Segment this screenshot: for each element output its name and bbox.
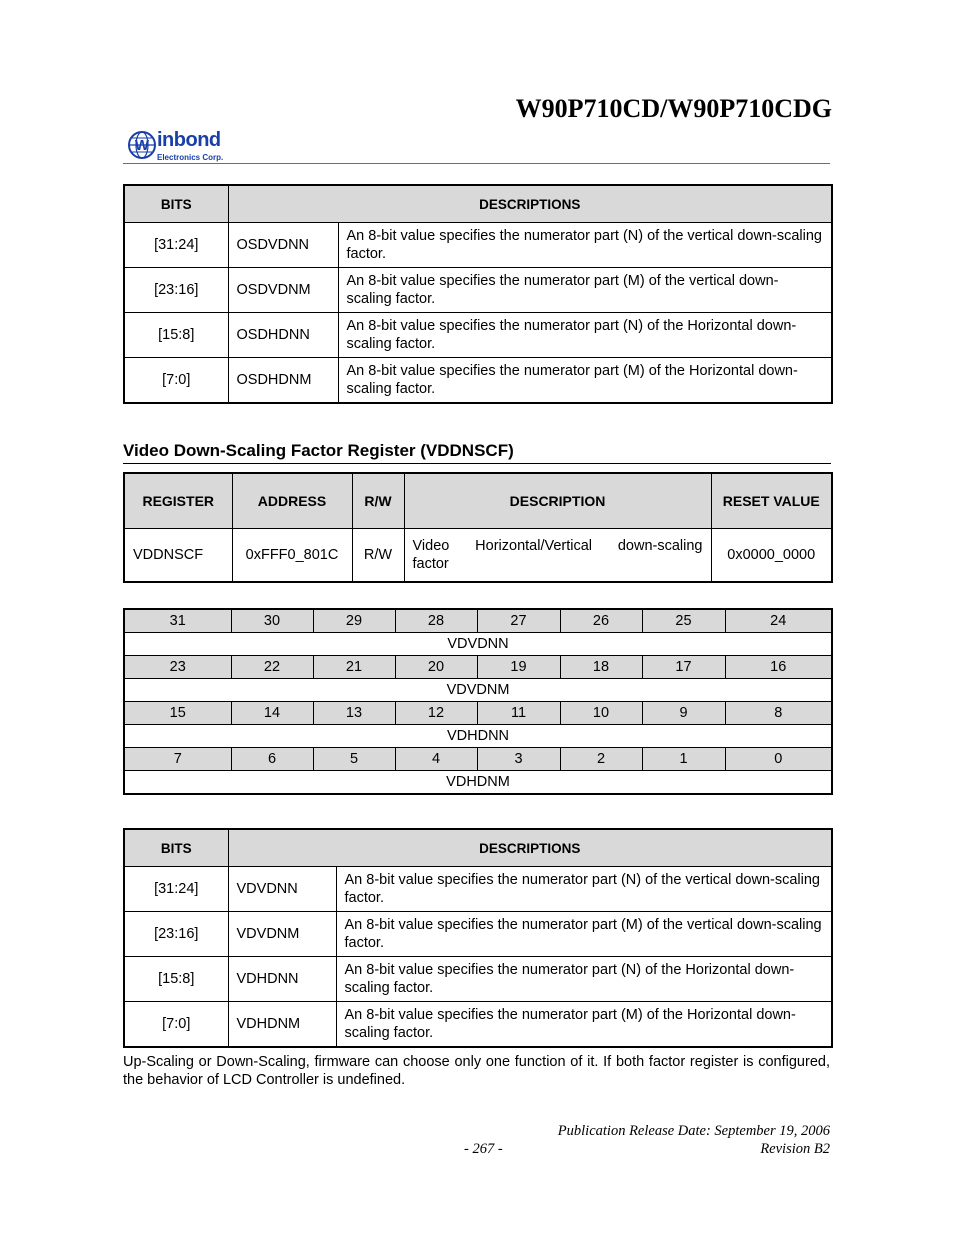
bit-number: 26 bbox=[560, 609, 642, 633]
bit-number: 20 bbox=[395, 656, 477, 679]
register-header: REGISTER bbox=[124, 473, 232, 529]
publication-date: Publication Release Date: September 19, 2006 bbox=[557, 1123, 830, 1139]
bit-number: 9 bbox=[642, 702, 725, 725]
description-line: Video Horizontal/Vertical down-scaling bbox=[412, 538, 703, 554]
bit-number: 23 bbox=[124, 656, 231, 679]
table-row bbox=[124, 957, 832, 1002]
field-name: VDVDNN bbox=[124, 633, 832, 656]
note-paragraph: Up-Scaling or Down-Scaling, firmware can choose only one function of it. If both factor register is configured, the behavior of LCD Controller is undefined. bbox=[123, 1054, 830, 1088]
field-name-cell: OSDHDNN bbox=[228, 313, 338, 358]
address-header: ADDRESS bbox=[232, 473, 352, 529]
table-row bbox=[124, 1002, 832, 1048]
video-bits-table bbox=[123, 828, 833, 1048]
bit-number-row bbox=[124, 748, 832, 771]
document-title: W90P710CD/W90P710CDG bbox=[515, 94, 832, 123]
bit-number: 31 bbox=[124, 609, 231, 633]
description-cell: An 8-bit value specifies the numerator part (M) of the vertical down-scaling factor. bbox=[336, 912, 832, 957]
description-cell: An 8-bit value specifies the numerator part (M) of the Horizontal down-scaling factor. bbox=[338, 358, 832, 404]
description-cell: An 8-bit value specifies the numerator part (N) of the Horizontal down-scaling factor. bbox=[336, 957, 832, 1002]
field-name-cell: VDHDNM bbox=[228, 1002, 336, 1048]
bit-number: 30 bbox=[231, 609, 313, 633]
address-cell: 0xFFF0_801C bbox=[232, 529, 352, 583]
bits-cell: [31:24] bbox=[124, 223, 228, 268]
bit-number: 6 bbox=[231, 748, 313, 771]
bits-header: BITS bbox=[124, 829, 228, 867]
description-line: factor bbox=[412, 556, 449, 572]
field-name-cell: OSDHDNM bbox=[228, 358, 338, 404]
bit-number: 16 bbox=[725, 656, 832, 679]
bit-number: 24 bbox=[725, 609, 832, 633]
field-row bbox=[124, 725, 832, 748]
bit-number: 17 bbox=[642, 656, 725, 679]
rw-cell: R/W bbox=[352, 529, 404, 583]
bit-number: 5 bbox=[313, 748, 395, 771]
bitmap-table bbox=[123, 608, 833, 795]
section-title: Video Down-Scaling Factor Register (VDDNSCF) bbox=[123, 441, 514, 460]
table-row bbox=[124, 912, 832, 957]
bit-number-row bbox=[124, 656, 832, 679]
bit-number: 11 bbox=[477, 702, 560, 725]
bit-number: 8 bbox=[725, 702, 832, 725]
bit-number: 2 bbox=[560, 748, 642, 771]
winbond-logo bbox=[127, 125, 257, 165]
bit-number: 1 bbox=[642, 748, 725, 771]
revision: Revision B2 bbox=[760, 1141, 830, 1157]
bits-cell: [7:0] bbox=[124, 1002, 228, 1048]
table-row bbox=[124, 313, 832, 358]
reset-value-cell: 0x0000_0000 bbox=[711, 529, 832, 583]
bits-cell: [31:24] bbox=[124, 867, 228, 912]
table-row bbox=[124, 358, 832, 404]
bit-number: 25 bbox=[642, 609, 725, 633]
bit-number: 14 bbox=[231, 702, 313, 725]
field-row bbox=[124, 679, 832, 702]
field-name-cell: VDHDNN bbox=[228, 957, 336, 1002]
bit-number: 13 bbox=[313, 702, 395, 725]
globe-icon bbox=[127, 125, 157, 165]
description-cell: An 8-bit value specifies the numerator part (N) of the vertical down-scaling factor. bbox=[338, 223, 832, 268]
descriptions-header: DESCRIPTIONS bbox=[228, 185, 832, 223]
field-name-cell: VDVDNM bbox=[228, 912, 336, 957]
field-name: VDHDNN bbox=[124, 725, 832, 748]
bits-cell: [23:16] bbox=[124, 268, 228, 313]
bits-cell: [15:8] bbox=[124, 957, 228, 1002]
field-name: VDHDNM bbox=[124, 771, 832, 795]
header-rule bbox=[123, 163, 830, 164]
bits-cell: [23:16] bbox=[124, 912, 228, 957]
bit-number: 19 bbox=[477, 656, 560, 679]
section-rule bbox=[123, 463, 831, 464]
description-cell bbox=[404, 529, 711, 583]
bit-number: 12 bbox=[395, 702, 477, 725]
rw-header: R/W bbox=[352, 473, 404, 529]
description-cell: An 8-bit value specifies the numerator part (M) of the vertical down-scaling factor. bbox=[338, 268, 832, 313]
descriptions-header: DESCRIPTIONS bbox=[228, 829, 832, 867]
bit-number: 29 bbox=[313, 609, 395, 633]
bit-number: 0 bbox=[725, 748, 832, 771]
bit-number: 4 bbox=[395, 748, 477, 771]
bit-number: 22 bbox=[231, 656, 313, 679]
description-header: DESCRIPTION bbox=[404, 473, 711, 529]
field-name-cell: OSDVDNM bbox=[228, 268, 338, 313]
reset-value-header: RESET VALUE bbox=[711, 473, 832, 529]
bit-number-row bbox=[124, 609, 832, 633]
register-table bbox=[123, 472, 833, 583]
table-row bbox=[124, 867, 832, 912]
bits-cell: [15:8] bbox=[124, 313, 228, 358]
description-cell: An 8-bit value specifies the numerator part (N) of the Horizontal down-scaling factor. bbox=[338, 313, 832, 358]
bits-cell: [7:0] bbox=[124, 358, 228, 404]
field-row bbox=[124, 633, 832, 656]
bit-number-row bbox=[124, 702, 832, 725]
logo-wordmark: inbond bbox=[157, 129, 221, 151]
table-row bbox=[124, 223, 832, 268]
logo-subtitle: Electronics Corp. bbox=[157, 153, 224, 162]
bit-number: 7 bbox=[124, 748, 231, 771]
field-name-cell: VDVDNN bbox=[228, 867, 336, 912]
description-cell: An 8-bit value specifies the numerator part (N) of the vertical down-scaling factor. bbox=[336, 867, 832, 912]
table-row bbox=[124, 268, 832, 313]
bits-header: BITS bbox=[124, 185, 228, 223]
register-cell: VDDNSCF bbox=[124, 529, 232, 583]
bit-number: 15 bbox=[124, 702, 231, 725]
bit-number: 10 bbox=[560, 702, 642, 725]
page-number: - 267 - bbox=[464, 1141, 503, 1157]
table-row bbox=[124, 529, 832, 583]
description-cell: An 8-bit value specifies the numerator part (M) of the Horizontal down-scaling factor. bbox=[336, 1002, 832, 1048]
bit-number: 28 bbox=[395, 609, 477, 633]
bit-number: 27 bbox=[477, 609, 560, 633]
field-name-cell: OSDVDNN bbox=[228, 223, 338, 268]
field-name: VDVDNM bbox=[124, 679, 832, 702]
osd-bits-table bbox=[123, 184, 833, 404]
bit-number: 3 bbox=[477, 748, 560, 771]
bit-number: 18 bbox=[560, 656, 642, 679]
svg-text:W: W bbox=[134, 137, 150, 154]
bit-number: 21 bbox=[313, 656, 395, 679]
field-row bbox=[124, 771, 832, 795]
